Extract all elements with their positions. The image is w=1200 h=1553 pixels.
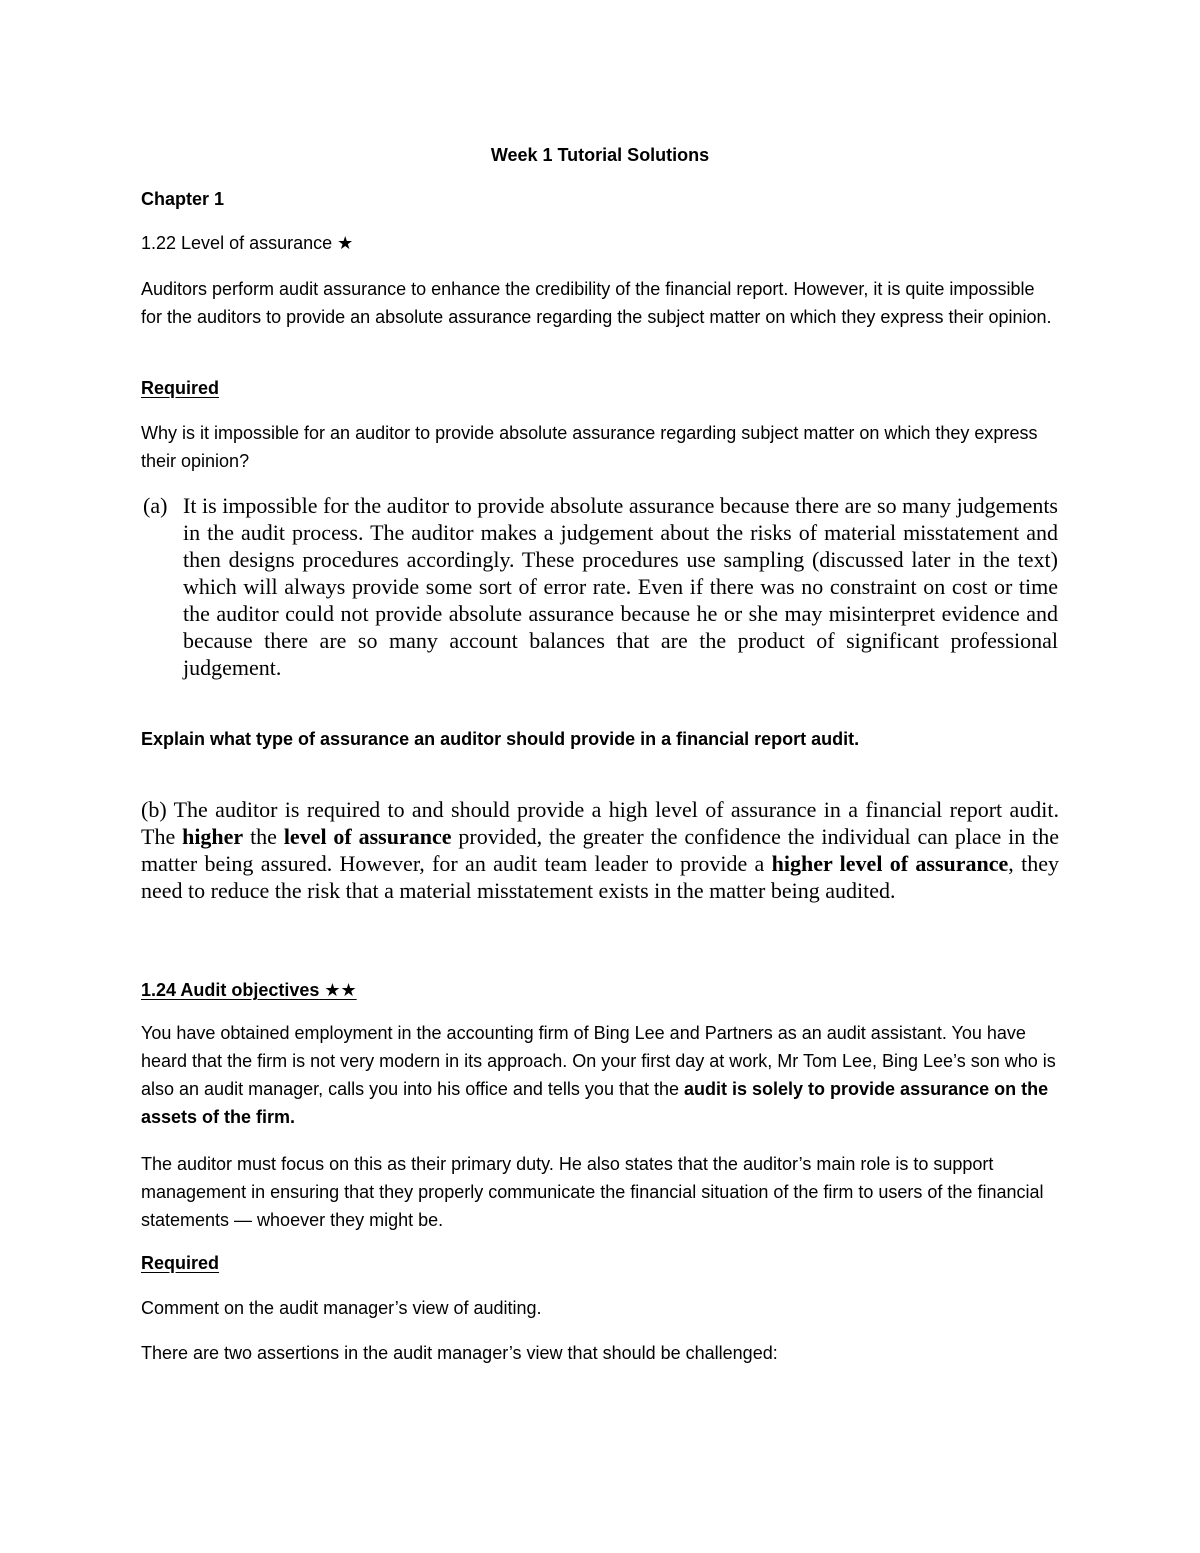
question-1-24-prompt: Comment on the audit manager’s view of auditing. [141, 1298, 542, 1318]
question-heading-text: 1.24 Audit objectives [141, 980, 320, 1000]
question-heading-text: 1.22 Level of assurance [141, 233, 333, 253]
answer-1-24-intro: There are two assertions in the audit manager’s view that should be challenged: [141, 1343, 778, 1363]
question-1-22-prompt-2: Explain what type of assurance an auditor should provide in a financial report audit. [141, 729, 860, 749]
document-title: Week 1 Tutorial Solutions [490, 145, 710, 165]
emphasis-higher: higher [182, 824, 244, 849]
required-label-2: Required [141, 1253, 220, 1273]
emphasis-level-of-assurance: level of assurance [283, 824, 452, 849]
difficulty-star-icon: ★ [337, 233, 354, 253]
answer-b: (b) The auditor is required to and should provide a high level of assurance in a financial report audit. The higher the level of assurance provided, the greater the confidence the individual can place in the matter being assured. However, for an audit team leader to provide a higher level of assurance, they need to reduce the risk that a material misstatement exists in the matter being audited. [141, 797, 1060, 903]
answer-a-text: It is impossible for the auditor to provide absolute assurance because there are so many judgements in the audit process. The auditor makes a judgement about the risks of material misstatement and then designs procedures accordingly. These procedures use sampling (discussed later in the text) which will always provide some sort of error rate. Even if there was no constraint on cost or time the auditor could not provide absolute assurance because he or she may misinterpret evidence and because there are so many account balances that are the product of significant professional judgement. [183, 493, 1058, 680]
answer-a-label: (a) [143, 493, 168, 518]
question-1-24-scenario: You have obtained employment in the accounting firm of Bing Lee and Partners as an audit assistant. You have heard that the firm is not very modern in its approach. On your first day at work, Mr Tom Lee, Bing Lee’s son who is also an audit manager, calls you into his office and tells you that the audit is solely to provide assurance on the assets of the firm. [141, 1023, 1056, 1127]
chapter-heading: Chapter 1 [141, 189, 225, 209]
emphasis-higher-level-of-assurance: higher level of assurance [771, 851, 1009, 876]
emphasis-audit-solely: audit is solely to provide assurance on the assets of the firm. [141, 1079, 1049, 1127]
question-1-24-scenario-2: The auditor must focus on this as their primary duty. He also states that the auditor’s main role is to support management in ensuring that they properly communicate the financial situation of the firm to users of the financial statements — whoever they might be. [141, 1154, 1044, 1230]
answer-a [143, 492, 1058, 681]
question-1-22-prompt: Why is it impossible for an auditor to provide absolute assurance regarding subject matter on which they express their opinion? [141, 423, 1038, 471]
question-1-24-heading [141, 976, 1059, 1004]
difficulty-stars-icon: ★★ [324, 980, 357, 1000]
required-label: Required [141, 378, 220, 398]
question-1-22-heading [141, 229, 1059, 257]
question-1-22-intro: Auditors perform audit assurance to enhance the credibility of the financial report. However, it is quite impossible for the auditors to provide an absolute assurance regarding the subject matter on which they express their opinion. [141, 279, 1052, 327]
